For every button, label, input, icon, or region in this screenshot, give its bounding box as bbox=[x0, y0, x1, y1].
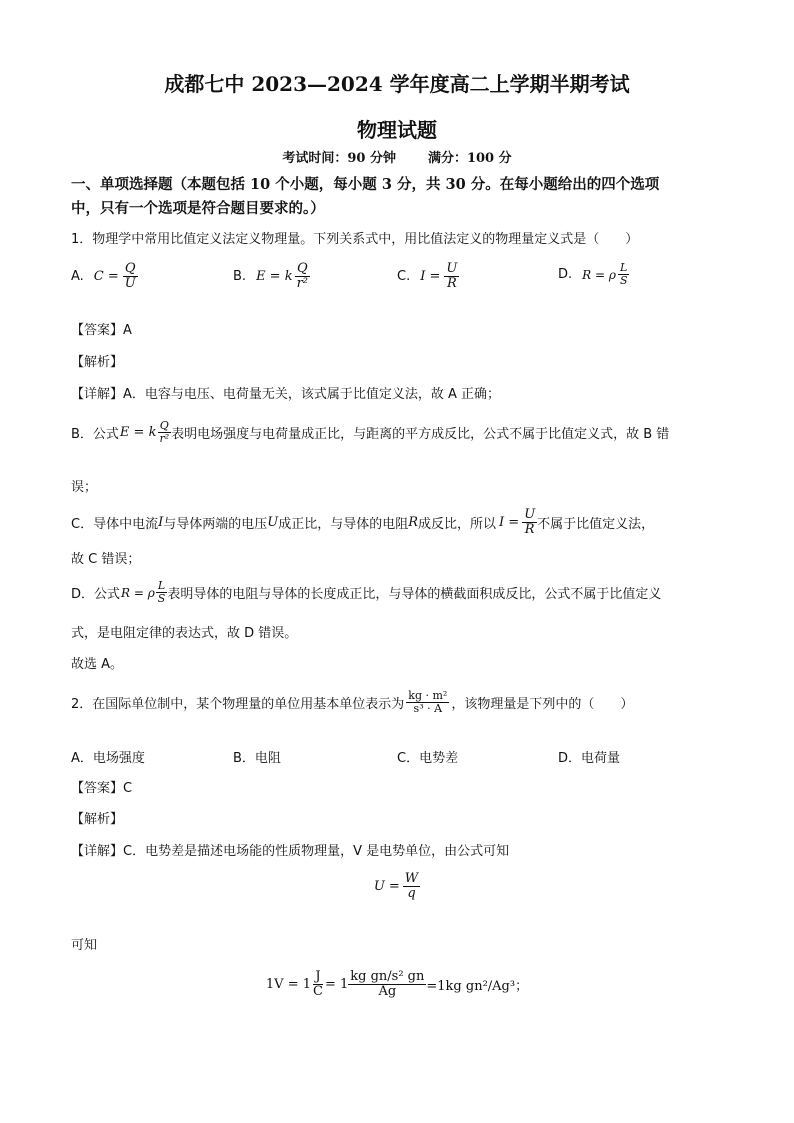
fraction-numerator: Q bbox=[159, 419, 169, 432]
option-fraction bbox=[123, 262, 138, 292]
q1-stem: 1．物理学中常用比值定义法定义物理量。下列关系式中，用比值法定义的物理量定义式是（ ） bbox=[71, 232, 639, 247]
detail-c-formula-lhs: I = bbox=[499, 515, 520, 531]
fraction-denominator: C bbox=[313, 984, 323, 1000]
q1-detail-c bbox=[71, 508, 654, 538]
fraction-denominator: Ag bbox=[378, 984, 397, 1000]
fraction-denominator: q bbox=[407, 886, 416, 902]
option-formula-lhs: E = k bbox=[256, 269, 293, 285]
detail-c-prefix: C．导体中电流 bbox=[71, 517, 159, 533]
q1-detail-b bbox=[71, 420, 669, 445]
q2-stem bbox=[71, 690, 633, 715]
full-score: 满分：100 分 bbox=[427, 151, 512, 166]
fraction-numerator: W bbox=[404, 871, 419, 886]
fraction-denominator: S bbox=[619, 274, 628, 288]
q1-analysis-tag: 【解析】 bbox=[71, 355, 124, 370]
equation-fraction-2 bbox=[348, 970, 426, 1000]
q1-option-a bbox=[71, 262, 138, 292]
option-formula-lhs: I = bbox=[420, 269, 441, 285]
fraction-numerator: U bbox=[446, 261, 458, 276]
q1-option-b bbox=[233, 262, 310, 292]
fraction-numerator: kg · m² bbox=[408, 689, 448, 702]
option-label: D. bbox=[558, 267, 573, 283]
q2-analysis-tag: 【解析】 bbox=[71, 812, 124, 827]
q1-answer: 【答案】A bbox=[71, 323, 132, 338]
fraction-denominator: R bbox=[524, 522, 535, 538]
section-heading-line1: 一、单项选择题（本题包括 10 个小题，每小题 3 分，共 30 分。在每小题给出的四个选项 bbox=[71, 176, 660, 193]
symbol-u: U bbox=[267, 515, 279, 531]
fraction-numerator: L bbox=[620, 261, 628, 274]
option-label: A. bbox=[71, 269, 84, 285]
detail-b-fraction bbox=[157, 420, 171, 445]
q1-detail-b-cont: 误； bbox=[71, 480, 98, 495]
q1-option-d bbox=[558, 262, 629, 287]
symbol-i: I bbox=[158, 515, 164, 531]
fraction-denominator: r² bbox=[296, 276, 309, 292]
symbol-r: R bbox=[408, 515, 419, 531]
equation-fraction-1 bbox=[311, 970, 325, 1000]
q1-option-c bbox=[397, 262, 459, 292]
fraction-numerator: L bbox=[157, 579, 166, 592]
q2-stem-prefix: 2．在国际单位制中，某个物理量的单位用基本单位表示为 bbox=[71, 697, 405, 713]
q1-detail-d-cont: 式，是电阻定律的表达式，故 D 错误。 bbox=[71, 626, 298, 641]
equation-rhs: =1kg gn²/Ag³； bbox=[426, 979, 529, 995]
detail-c-text1: 与导体两端的电压 bbox=[163, 517, 268, 533]
fraction-denominator: U bbox=[124, 276, 136, 292]
exam-meta bbox=[0, 147, 794, 166]
fraction-denominator: r² bbox=[159, 432, 170, 446]
q2-formula bbox=[0, 872, 794, 902]
q2-stem-suffix: ，该物理量是下列中的（ ） bbox=[451, 697, 634, 713]
option-fraction bbox=[618, 262, 630, 287]
detail-d-text: 表明导体的电阻与导体的长度成正比，与导体的横截面积成反比，公式不属于比值定义 bbox=[167, 587, 662, 603]
q1-conclusion: 故选 A。 bbox=[71, 657, 124, 672]
option-formula-lhs: R = ρ bbox=[582, 267, 616, 282]
exam-subject: 物理试题 bbox=[357, 118, 437, 142]
equation-lhs: 1V = 1 bbox=[265, 977, 311, 993]
option-fraction bbox=[295, 262, 310, 292]
exam-time: 考试时间：90 分钟 bbox=[282, 151, 396, 166]
exam-title: 成都七中 2023—2024 学年度高二上学期半期考试 bbox=[164, 72, 630, 96]
q2-option-d: D．电荷量 bbox=[558, 751, 621, 766]
fraction-numerator: Q bbox=[124, 261, 136, 276]
detail-c-text3: 成反比，所以 bbox=[418, 517, 497, 533]
fraction-denominator: S bbox=[157, 592, 166, 606]
option-fraction bbox=[444, 262, 459, 292]
equation-mid: = 1 bbox=[324, 977, 349, 993]
formula-lhs: U = bbox=[373, 879, 400, 895]
q2-detail: 【详解】C．电势差是描述电场能的性质物理量，V 是电势单位，由公式可知 bbox=[71, 844, 510, 859]
q2-unit-fraction bbox=[406, 690, 449, 715]
fraction-numerator: J bbox=[315, 969, 321, 984]
detail-d-formula-lhs: R = ρ bbox=[121, 585, 155, 600]
detail-b-formula-lhs: E = k bbox=[119, 425, 157, 441]
q1-detail-c-cont: 故 C 错误； bbox=[71, 552, 141, 567]
q2-option-b: B．电阻 bbox=[233, 751, 281, 766]
formula-fraction bbox=[403, 872, 420, 902]
section-heading-line2: 中，只有一个选项是符合题目要求的。） bbox=[71, 200, 325, 217]
q2-option-c: C．电势差 bbox=[397, 751, 459, 766]
q2-kezhi: 可知 bbox=[71, 938, 98, 953]
detail-d-fraction bbox=[156, 580, 168, 605]
q1-detail-d bbox=[71, 580, 661, 605]
fraction-numerator: Q bbox=[296, 261, 308, 276]
detail-c-fraction bbox=[522, 508, 537, 538]
fraction-numerator: kg gn/s² gn bbox=[350, 969, 425, 984]
detail-b-text: 表明电场强度与电荷量成正比，与距离的平方成反比，公式不属于比值定义式，故 B 错 bbox=[171, 427, 670, 443]
q2-unit-equation bbox=[0, 970, 794, 1000]
detail-c-text2: 成正比，与导体的电阻 bbox=[278, 517, 409, 533]
option-formula-lhs: C = bbox=[93, 269, 119, 285]
q2-option-a: A．电场强度 bbox=[71, 751, 145, 766]
fraction-denominator: R bbox=[446, 276, 457, 292]
fraction-denominator: s³ · A bbox=[413, 702, 443, 716]
option-label: B. bbox=[233, 269, 247, 285]
q2-answer: 【答案】C bbox=[71, 781, 133, 796]
q1-detail-a: 【详解】A．电容与电压、电荷量无关，该式属于比值定义法，故 A 正确； bbox=[71, 387, 501, 402]
detail-c-text4: 不属于比值定义法， bbox=[537, 517, 655, 533]
option-label: C. bbox=[397, 269, 411, 285]
detail-d-prefix: D．公式 bbox=[71, 587, 121, 603]
detail-b-prefix: B．公式 bbox=[71, 427, 119, 443]
fraction-numerator: U bbox=[524, 507, 536, 522]
